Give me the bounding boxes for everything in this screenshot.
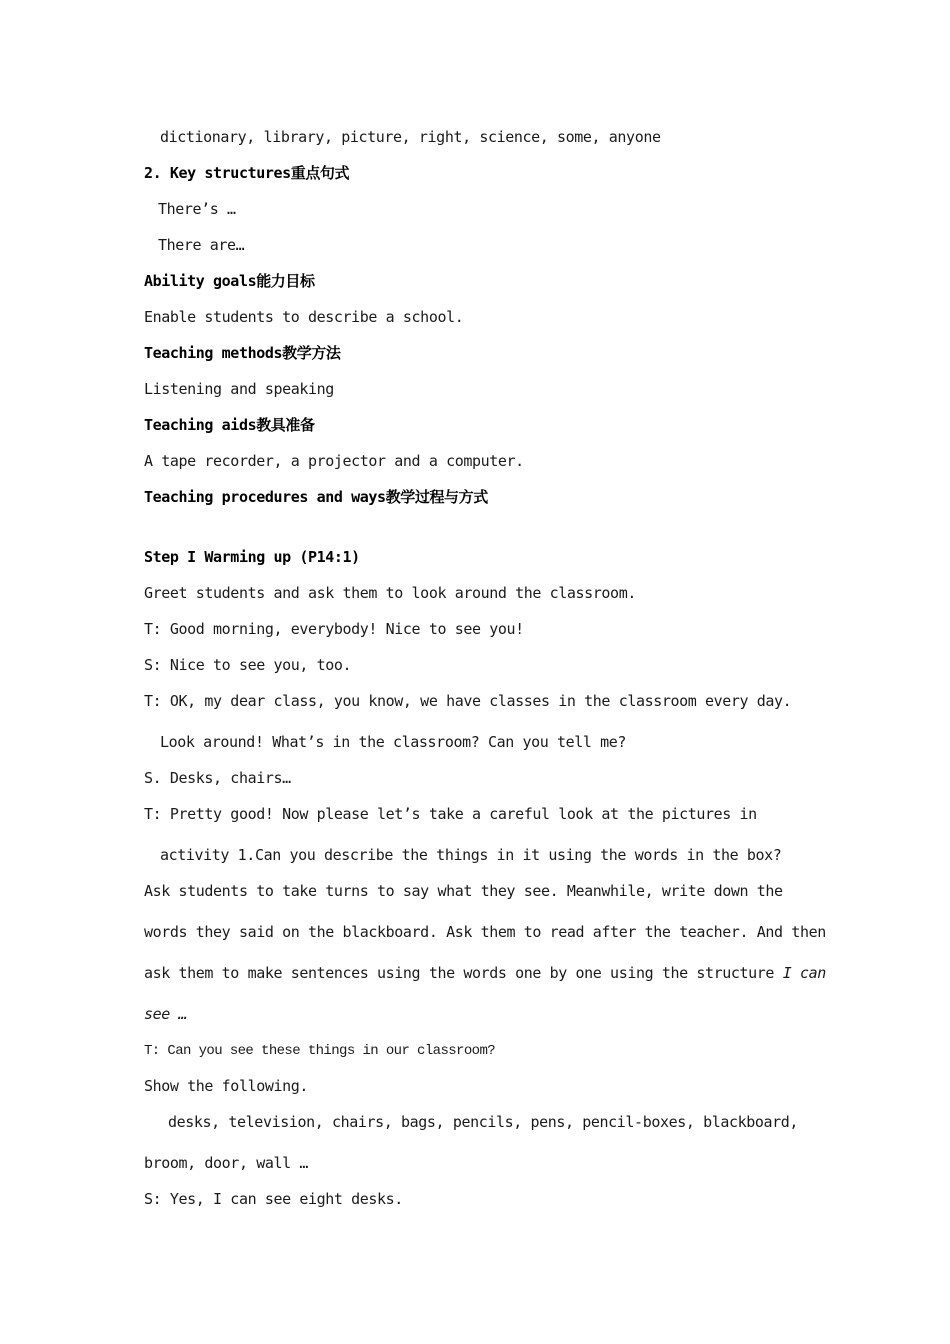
structure-item: There’s … <box>158 200 236 218</box>
word-list-line: desks, television, chairs, bags, pencils, pens, pencil-boxes, blackboard, <box>168 1113 799 1131</box>
step1-line: Greet students and ask them to look around the classroom. <box>144 584 636 602</box>
key-structures-heading: 2. Key structures重点句式 <box>144 164 350 182</box>
teaching-methods-text: Listening and speaking <box>144 380 334 398</box>
step1-line <box>144 963 826 983</box>
teaching-methods-heading: Teaching methods教学方法 <box>144 344 341 362</box>
structure-item: There are… <box>158 236 245 254</box>
step1-line: Show the following. <box>144 1077 308 1095</box>
step1-line: S: Yes, I can see eight desks. <box>144 1190 403 1208</box>
teaching-aids-heading: Teaching aids教具准备 <box>144 416 315 434</box>
ability-goals-heading: Ability goals能力目标 <box>144 272 315 290</box>
vocabulary-line: dictionary, library, picture, right, science, some, anyone <box>160 128 661 146</box>
step1-line: Look around! What’s in the classroom? Can you tell me? <box>160 733 627 751</box>
step1-line: S. Desks, chairs… <box>144 769 291 787</box>
step1-line: T: Can you see these things in our classroom? <box>144 1043 496 1059</box>
procedures-heading: Teaching procedures and ways教学过程与方式 <box>144 488 488 506</box>
word-list-line: broom, door, wall … <box>144 1154 308 1172</box>
step1-line: T: Good morning, everybody! Nice to see you! <box>144 620 524 638</box>
step1-line: words they said on the blackboard. Ask them to read after the teacher. And then <box>144 923 826 941</box>
step1-line: T: OK, my dear class, you know, we have classes in the classroom every day. <box>144 692 792 710</box>
teaching-aids-text: A tape recorder, a projector and a computer. <box>144 452 524 470</box>
step1-line: T: Pretty good! Now please let’s take a careful look at the pictures in <box>144 805 757 823</box>
step1-heading: Step I Warming up (P14:1) <box>144 548 360 566</box>
step1-line: S: Nice to see you, too. <box>144 656 352 674</box>
step1-line: activity 1.Can you describe the things in it using the words in the box? <box>160 846 782 864</box>
step1-line: Ask students to take turns to say what they see. Meanwhile, write down the <box>144 882 783 900</box>
structure-italic: I can <box>782 964 826 982</box>
ability-goals-text: Enable students to describe a school. <box>144 308 464 326</box>
structure-italic-continued: see … <box>144 1005 188 1023</box>
step1-line-text: ask them to make sentences using the words one by one using the structure <box>144 964 783 982</box>
